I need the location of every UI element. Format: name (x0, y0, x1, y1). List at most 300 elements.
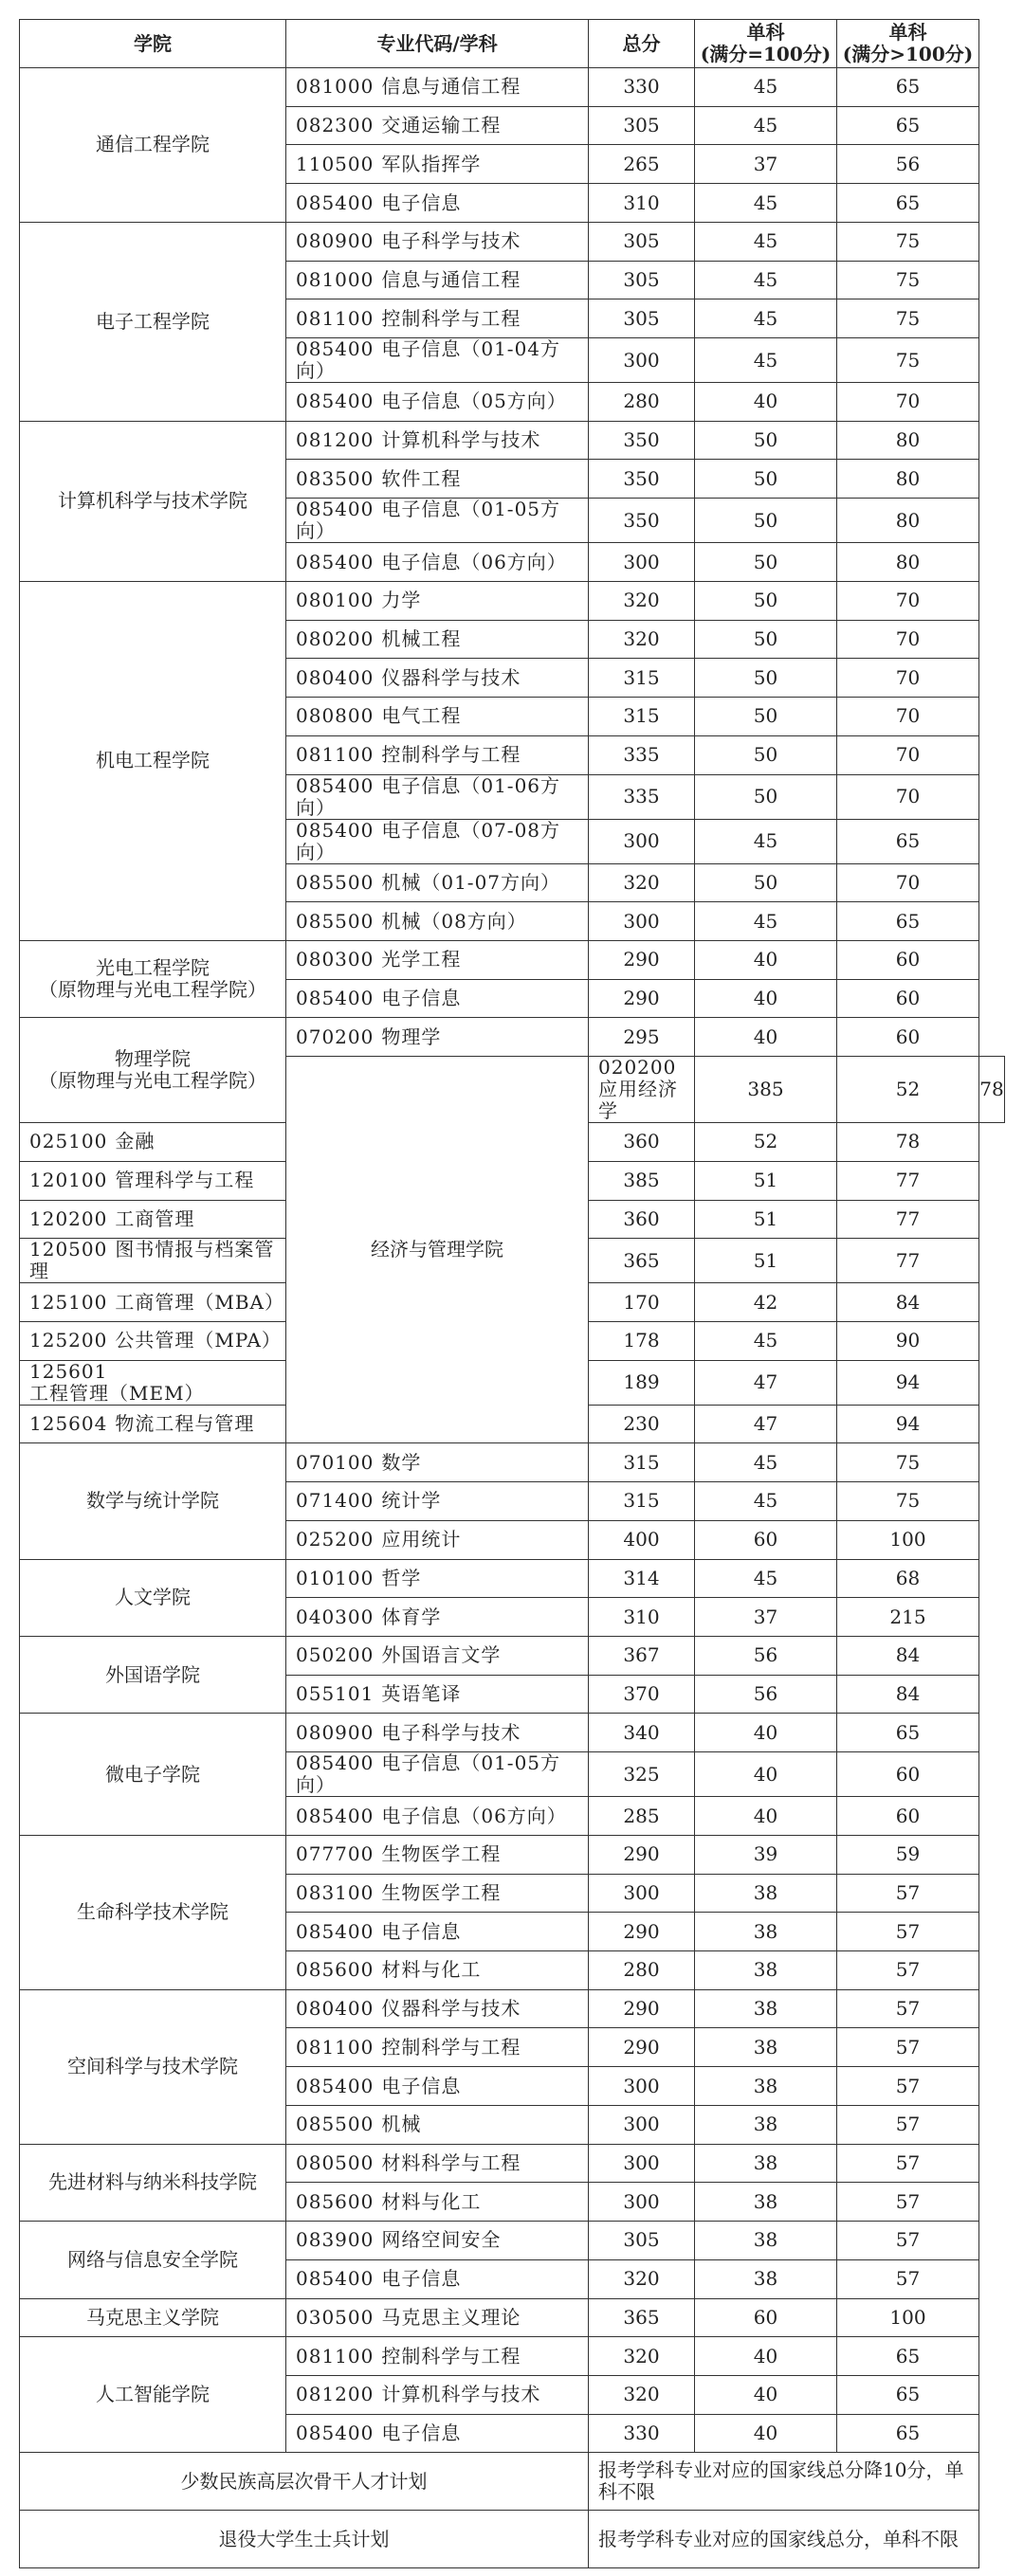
single-gt100-cell: 78 (979, 1057, 1005, 1123)
subject-cell (286, 2298, 589, 2337)
single-100-cell: 56 (695, 1675, 837, 1714)
single-100-cell: 50 (695, 735, 837, 774)
subject-name: 公共管理（MPA） (115, 1329, 282, 1352)
single-100-cell: 38 (695, 2144, 837, 2183)
subject-name: 物理学 (381, 1025, 442, 1048)
subject-cell (286, 1835, 589, 1874)
subject-cell (286, 620, 589, 659)
subject-code: 085400 (296, 1919, 375, 1943)
subject-name: 控制科学与工程 (381, 2344, 521, 2367)
single-gt100-cell: 75 (837, 261, 979, 299)
subject-name: 电子信息 (381, 2074, 462, 2097)
single-gt100-cell: 60 (837, 1018, 979, 1057)
subject-name: 工商管理（MBA） (115, 1290, 284, 1314)
single-100-cell: 51 (695, 1161, 837, 1200)
total-score-cell: 350 (589, 460, 695, 499)
subject-name: 生物医学工程 (381, 1880, 502, 1904)
table-row (20, 1835, 1005, 1874)
college-name: 人文学院 (115, 1586, 191, 1609)
subject-code: 083900 (296, 2228, 375, 2252)
subject-cell (286, 863, 589, 902)
header-single-100 (695, 20, 837, 68)
single-100-cell: 50 (695, 620, 837, 659)
college-name: 网络与信息安全学院 (67, 2247, 238, 2271)
single-100-cell: 50 (695, 460, 837, 499)
total-score-cell: 315 (589, 1482, 695, 1521)
single-gt100-cell: 77 (837, 1161, 979, 1200)
subject-name: 物流工程与管理 (115, 1412, 255, 1436)
subject-cell (286, 1874, 589, 1913)
total-score-cell: 300 (589, 902, 695, 941)
single-gt100-cell: 65 (837, 184, 979, 223)
single-100-cell: 50 (695, 499, 837, 543)
subject-code: 080200 (296, 626, 375, 650)
total-score-cell: 360 (589, 1200, 695, 1239)
subject-code: 085400 (296, 987, 375, 1010)
single-100-cell: 37 (695, 1598, 837, 1637)
college-cell (20, 1637, 286, 1714)
college-cell (20, 1018, 286, 1123)
total-score-cell: 178 (589, 1321, 695, 1360)
header-row (20, 20, 1005, 68)
total-score-cell: 335 (589, 774, 695, 819)
total-score-cell: 360 (589, 1123, 695, 1162)
single-gt100-cell: 65 (837, 2337, 979, 2376)
subject-cell (286, 735, 589, 774)
subject-code: 085500 (296, 909, 375, 933)
college-cell (20, 581, 286, 940)
total-score-cell: 300 (589, 338, 695, 383)
single-100-cell: 40 (695, 1018, 837, 1057)
subject-name: 电子信息（06方向） (381, 550, 567, 573)
single-gt100-cell: 57 (837, 2222, 979, 2260)
table-row (20, 581, 1005, 620)
subject-name: 机械（08方向） (381, 909, 527, 933)
single-gt100-cell: 80 (837, 543, 979, 582)
total-score-cell: 310 (589, 1598, 695, 1637)
subject-name: 管理科学与工程 (115, 1169, 255, 1192)
subject-cell (286, 1482, 589, 1521)
subject-cell (20, 1123, 286, 1162)
subject-name: 工商管理 (115, 1206, 195, 1230)
total-score-cell: 325 (589, 1752, 695, 1797)
single-gt100-cell: 57 (837, 2259, 979, 2298)
subject-name: 图书情报与档案管理 (29, 1238, 275, 1283)
table-row (20, 1018, 1005, 1057)
single-gt100-cell: 60 (837, 979, 979, 1018)
total-score-cell: 365 (589, 2298, 695, 2337)
total-score-cell: 340 (589, 1714, 695, 1752)
total-score-cell: 290 (589, 1835, 695, 1874)
total-score-cell: 314 (589, 1559, 695, 1598)
subject-code: 080800 (296, 704, 375, 728)
college-cell (20, 1443, 286, 1559)
subject-code: 082300 (296, 114, 375, 137)
single-gt100-cell: 65 (837, 902, 979, 941)
subject-cell (286, 145, 589, 184)
header-single-gt100-label: 单科 (888, 21, 927, 44)
single-gt100-cell: 70 (837, 698, 979, 736)
subject-name: 控制科学与工程 (381, 2035, 521, 2059)
college-cell (286, 1057, 589, 1443)
subject-code: 025100 (29, 1130, 108, 1153)
college-name: 电子工程学院 (96, 309, 210, 333)
college-name: 光电工程学院 (96, 956, 210, 980)
subject-code: 081200 (296, 2383, 375, 2406)
footer-row (20, 2511, 1005, 2568)
subject-cell (286, 68, 589, 107)
subject-name: 网络空间安全 (381, 2228, 502, 2252)
total-score-cell: 310 (589, 184, 695, 223)
total-score-cell: 300 (589, 2144, 695, 2183)
subject-name: 电子科学与技术 (381, 229, 521, 253)
single-gt100-cell: 60 (837, 1752, 979, 1797)
subject-name: 电子信息 (381, 2422, 462, 2445)
total-score-cell: 230 (589, 1405, 695, 1443)
subject-cell (286, 1637, 589, 1676)
subject-name: 仪器科学与技术 (381, 665, 521, 689)
subject-cell (286, 2067, 589, 2106)
subject-name: 电子信息（06方向） (381, 1804, 567, 1827)
subject-code: 081100 (296, 2035, 375, 2059)
single-100-cell: 52 (695, 1123, 837, 1162)
subject-name: 体育学 (381, 1605, 442, 1628)
single-gt100-cell: 57 (837, 2028, 979, 2067)
subject-name: 电子信息 (381, 1919, 462, 1943)
college-name: 数学与统计学院 (86, 1489, 219, 1513)
subject-code: 070200 (296, 1025, 375, 1048)
subject-cell (286, 2337, 589, 2376)
subject-code: 071400 (296, 1489, 375, 1513)
subject-cell (286, 338, 589, 383)
single-100-cell: 50 (695, 659, 837, 698)
college-name: 空间科学与技术学院 (67, 2055, 238, 2078)
subject-cell (20, 1283, 286, 1322)
subject-name: 信息与通信工程 (381, 267, 521, 291)
total-score-cell: 320 (589, 581, 695, 620)
subject-name: 交通运输工程 (381, 114, 502, 137)
subject-cell (286, 106, 589, 145)
single-gt100-cell: 65 (837, 68, 979, 107)
college-cell (20, 1714, 286, 1835)
subject-name: 电子信息（01-04方向） (296, 337, 561, 383)
single-100-cell: 51 (695, 1200, 837, 1239)
college-cell (20, 1835, 286, 1989)
single-gt100-cell: 75 (837, 299, 979, 338)
table-row (20, 2298, 1005, 2337)
college-cell (20, 2337, 286, 2453)
single-gt100-cell: 75 (837, 1482, 979, 1521)
subject-name: 数学 (381, 1450, 422, 1474)
total-score-cell: 330 (589, 2414, 695, 2453)
total-score-cell: 330 (589, 68, 695, 107)
subject-name: 控制科学与工程 (381, 306, 521, 330)
college-name: 马克思主义学院 (86, 2305, 219, 2329)
subject-name: 马克思主义理论 (381, 2305, 521, 2329)
subject-cell (286, 2028, 589, 2067)
subject-name: 电子信息 (381, 987, 462, 1010)
subject-cell (286, 1752, 589, 1797)
single-gt100-cell: 57 (837, 1913, 979, 1951)
subject-name: 哲学 (381, 1566, 422, 1589)
single-gt100-cell: 57 (837, 1951, 979, 1990)
subject-name: 电子信息（01-05方向） (296, 1751, 561, 1797)
college-cell (20, 2222, 286, 2298)
single-gt100-cell: 65 (837, 819, 979, 863)
college-cell (20, 222, 286, 421)
single-gt100-cell: 80 (837, 499, 979, 543)
subject-name: 应用经济学 (598, 1078, 678, 1123)
subject-code: 085600 (296, 2189, 375, 2213)
subject-code: 120500 (29, 1238, 108, 1261)
total-score-cell: 320 (589, 2375, 695, 2414)
total-score-cell: 367 (589, 1637, 695, 1676)
subject-cell (286, 2144, 589, 2183)
subject-code: 125601 (29, 1360, 108, 1383)
single-gt100-cell: 75 (837, 222, 979, 261)
single-gt100-cell: 70 (837, 659, 979, 698)
single-gt100-cell: 57 (837, 2067, 979, 2106)
single-gt100-cell: 68 (837, 1559, 979, 1598)
subject-name: 电气工程 (381, 704, 462, 728)
total-score-cell: 320 (589, 620, 695, 659)
single-gt100-cell: 65 (837, 2414, 979, 2453)
single-gt100-cell: 70 (837, 383, 979, 422)
subject-name: 信息与通信工程 (381, 75, 521, 99)
subject-cell (286, 1559, 589, 1598)
single-100-cell: 39 (695, 1835, 837, 1874)
header-single-100-sub: (满分=100分) (700, 43, 832, 65)
total-score-cell: 305 (589, 2222, 695, 2260)
subject-code: 085400 (296, 819, 375, 842)
subject-cell (20, 1200, 286, 1239)
single-gt100-cell: 60 (837, 940, 979, 979)
subject-code: 085400 (296, 2422, 375, 2445)
subject-code: 085400 (296, 774, 375, 797)
subject-cell (20, 1321, 286, 1360)
total-score-cell: 385 (589, 1161, 695, 1200)
subject-cell (286, 2183, 589, 2222)
special-plan-name: 少数民族高层次骨干人才计划 (20, 2453, 589, 2511)
subject-code: 025200 (296, 1528, 375, 1551)
single-100-cell: 40 (695, 1752, 837, 1797)
single-100-cell: 45 (695, 106, 837, 145)
total-score-cell: 305 (589, 261, 695, 299)
subject-code: 081100 (296, 743, 375, 767)
subject-name: 力学 (381, 589, 422, 612)
single-100-cell: 42 (695, 1283, 837, 1322)
single-100-cell: 47 (695, 1405, 837, 1443)
single-100-cell: 38 (695, 2028, 837, 2067)
total-score-cell: 300 (589, 543, 695, 582)
single-100-cell: 45 (695, 1482, 837, 1521)
subject-code: 080500 (296, 2150, 375, 2174)
college-name: 外国语学院 (105, 1662, 200, 1686)
subject-name: 机械工程 (381, 626, 462, 650)
subject-cell (286, 1675, 589, 1714)
subject-code: 085400 (296, 390, 375, 413)
total-score-cell: 265 (589, 145, 695, 184)
subject-code: 010100 (296, 1566, 375, 1589)
header-subject: 专业代码/学科 (286, 20, 589, 68)
subject-code: 081100 (296, 306, 375, 330)
subject-cell (286, 698, 589, 736)
total-score-cell: 400 (589, 1520, 695, 1559)
single-100-cell: 51 (695, 1239, 837, 1283)
table-row (20, 1714, 1005, 1752)
single-gt100-cell: 57 (837, 2105, 979, 2144)
subject-code: 081000 (296, 75, 375, 99)
subject-code: 085400 (296, 2074, 375, 2097)
subject-cell (286, 2222, 589, 2260)
single-gt100-cell: 84 (837, 1675, 979, 1714)
single-100-cell: 45 (695, 902, 837, 941)
subject-cell (286, 222, 589, 261)
single-100-cell: 45 (695, 261, 837, 299)
single-100-cell: 45 (695, 68, 837, 107)
single-100-cell: 47 (695, 1360, 837, 1405)
single-gt100-cell: 90 (837, 1321, 979, 1360)
subject-code: 077700 (296, 1842, 375, 1866)
total-score-cell: 370 (589, 1675, 695, 1714)
total-score-cell: 385 (695, 1057, 837, 1123)
subject-code: 050200 (296, 1643, 375, 1667)
single-gt100-cell: 57 (837, 1989, 979, 2028)
single-100-cell: 38 (695, 1951, 837, 1990)
subject-cell (286, 421, 589, 460)
total-score-cell: 280 (589, 383, 695, 422)
total-score-cell: 350 (589, 421, 695, 460)
subject-cell (286, 1951, 589, 1990)
total-score-cell: 170 (589, 1283, 695, 1322)
single-gt100-cell: 100 (837, 1520, 979, 1559)
single-100-cell: 40 (695, 2337, 837, 2376)
college-name: 人工智能学院 (96, 2383, 210, 2406)
subject-code: 085400 (296, 337, 375, 361)
total-score-cell: 365 (589, 1239, 695, 1283)
college-name: 经济与管理学院 (371, 1238, 503, 1261)
subject-cell (286, 1598, 589, 1637)
total-score-cell: 290 (589, 1989, 695, 2028)
total-score-cell: 280 (589, 1951, 695, 1990)
subject-code: 125100 (29, 1290, 108, 1314)
subject-cell (286, 1520, 589, 1559)
college-name: 先进材料与纳米科技学院 (48, 2170, 257, 2194)
college-cell (20, 940, 286, 1017)
subject-name: 软件工程 (381, 466, 462, 490)
subject-name: 计算机科学与技术 (381, 2383, 541, 2406)
table-row (20, 1443, 1005, 1482)
single-gt100-cell: 215 (837, 1598, 979, 1637)
subject-code: 125604 (29, 1412, 108, 1436)
single-100-cell: 38 (695, 1913, 837, 1951)
subject-name: 生物医学工程 (381, 1842, 502, 1866)
subject-name: 应用统计 (381, 1528, 462, 1551)
subject-name: 仪器科学与技术 (381, 1997, 521, 2021)
subject-cell (286, 543, 589, 582)
single-100-cell: 38 (695, 2259, 837, 2298)
table-row (20, 940, 1005, 979)
subject-cell (286, 1797, 589, 1836)
subject-name: 外国语言文学 (381, 1643, 502, 1667)
subject-cell (286, 819, 589, 863)
subject-code: 125200 (29, 1329, 108, 1352)
total-score-cell: 350 (589, 499, 695, 543)
subject-cell (20, 1360, 286, 1405)
subject-cell (286, 299, 589, 338)
total-score-cell: 300 (589, 2183, 695, 2222)
subject-cell (286, 460, 589, 499)
subject-code: 081200 (296, 428, 375, 452)
single-100-cell: 45 (695, 1321, 837, 1360)
single-100-cell: 45 (695, 1559, 837, 1598)
single-gt100-cell: 56 (837, 145, 979, 184)
subject-code: 085600 (296, 1958, 375, 1982)
subject-name: 电子科学与技术 (381, 1720, 521, 1744)
single-100-cell: 40 (695, 383, 837, 422)
subject-name: 工程管理（MEM） (29, 1381, 205, 1405)
single-100-cell: 56 (695, 1637, 837, 1676)
table-row (20, 68, 1005, 107)
single-gt100-cell: 80 (837, 460, 979, 499)
subject-name: 电子信息（05方向） (381, 390, 567, 413)
subject-name: 电子信息（07-08方向） (296, 819, 561, 863)
single-100-cell: 50 (695, 421, 837, 460)
subject-code: 080400 (296, 665, 375, 689)
header-single-gt100-sub: (满分>100分) (842, 43, 974, 65)
subject-name: 材料与化工 (381, 2189, 482, 2213)
subject-cell (286, 1989, 589, 2028)
header-college: 学院 (20, 20, 286, 68)
single-100-cell: 40 (695, 940, 837, 979)
college-name: 微电子学院 (105, 1762, 200, 1786)
single-gt100-cell: 84 (837, 1637, 979, 1676)
total-score-cell: 295 (589, 1018, 695, 1057)
subject-cell (286, 1443, 589, 1482)
special-plan-note: 报考学科专业对应的国家线总分降10分，单科不限 (589, 2453, 979, 2511)
single-100-cell: 38 (695, 1874, 837, 1913)
subject-code: 083100 (296, 1880, 375, 1904)
subject-name: 英语笔译 (381, 1682, 462, 1706)
single-gt100-cell: 57 (837, 1874, 979, 1913)
header-single-gt100 (837, 20, 979, 68)
single-100-cell: 38 (695, 2183, 837, 2222)
table-row (20, 1637, 1005, 1676)
single-100-cell: 45 (695, 222, 837, 261)
single-100-cell: 40 (695, 2375, 837, 2414)
single-gt100-cell: 77 (837, 1200, 979, 1239)
subject-name: 材料与化工 (381, 1958, 482, 1982)
subject-name: 光学工程 (381, 948, 462, 971)
subject-name: 计算机科学与技术 (381, 428, 541, 452)
subject-cell (286, 184, 589, 223)
single-gt100-cell: 70 (837, 735, 979, 774)
college-name: 计算机科学与技术学院 (58, 489, 247, 513)
subject-name: 金融 (115, 1130, 155, 1153)
single-gt100-cell: 57 (837, 2144, 979, 2183)
total-score-cell: 285 (589, 1797, 695, 1836)
total-score-cell: 189 (589, 1360, 695, 1405)
single-100-cell: 45 (695, 338, 837, 383)
subject-code: 080100 (296, 589, 375, 612)
subject-name: 控制科学与工程 (381, 743, 521, 767)
single-gt100-cell: 100 (837, 2298, 979, 2337)
total-score-cell: 300 (589, 1874, 695, 1913)
table-row (20, 1989, 1005, 2028)
total-score-cell: 305 (589, 222, 695, 261)
subject-cell (20, 1239, 286, 1283)
special-plan-name: 退役大学生士兵计划 (20, 2511, 589, 2568)
